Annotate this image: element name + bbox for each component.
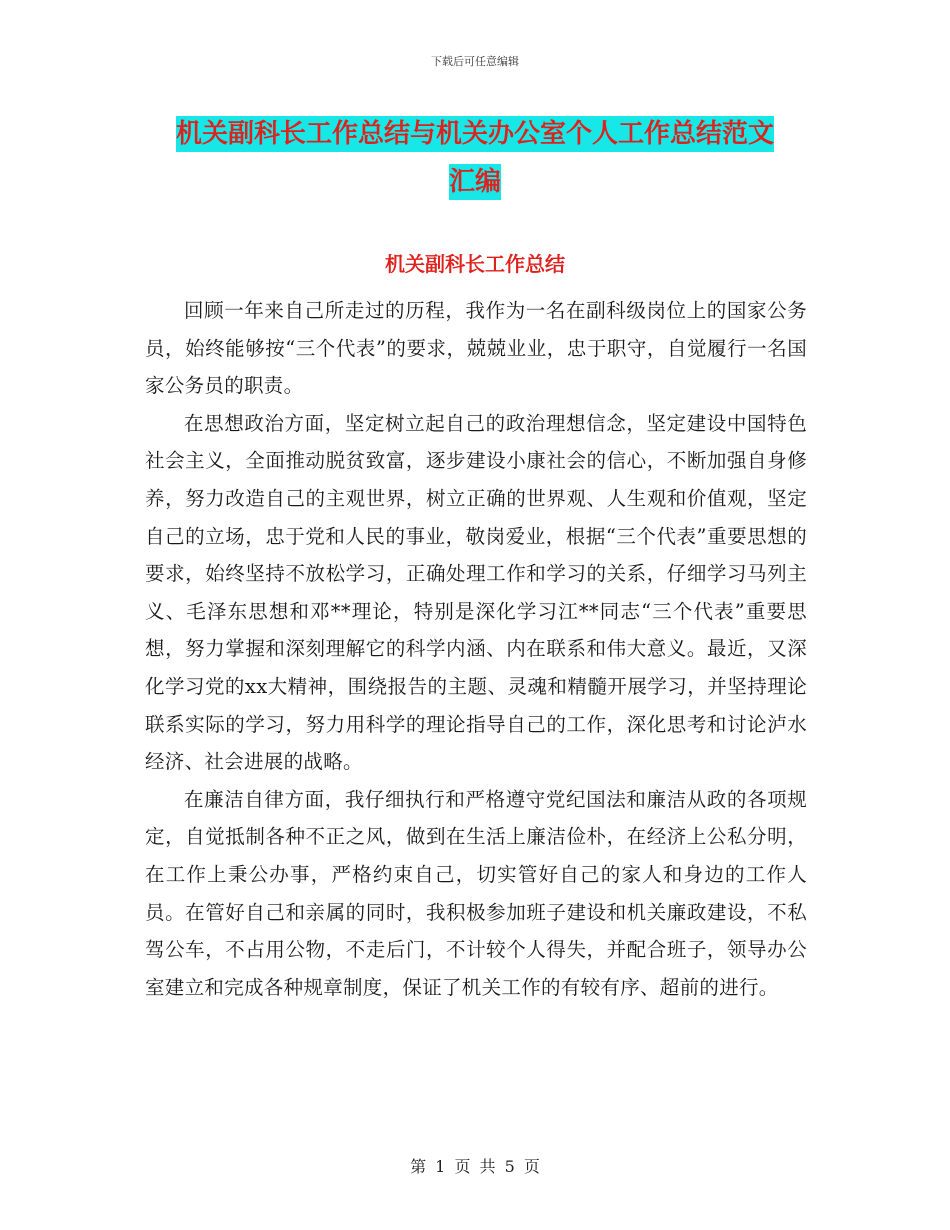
header-note: 下载后可任意编辑 (431, 55, 519, 68)
paragraph-political-thought: 在思想政治方面，坚定树立起自己的政治理想信念，坚定建设中国特色社会主义，全面推动脱贫致富，逐步建设小康社会的信心，不断加强自身修养，努力改造自己的主观世界，树立正确的世界观、人生观和价值观，坚定自己的立场，忠于党和人民的事业，敬岗爱业，根据“三个代表”重要思想的要求，始终坚持不放松学习，正确处理工作和学习的关系，仔细学习马列主义、毛泽东思想和邓**理论，特别是深化学习江**同志“三个代表”重要思想，努力掌握和深刻理解它的科学内涵、内在联系和伟大意义。最近，又深化学习党的xx大精神，围绕报告的主题、灵魂和精髓开展学习，并坚持理论联系实际的学习，努力用科学的理论指导自己的工作，深化思考和讨论泸水经济、社会进展的战略。 (145, 411, 807, 774)
paragraph-integrity: 在廉洁自律方面，我仔细执行和严格遵守党纪国法和廉洁从政的各项规定，自觉抵制各种不正之风，做到在生活上廉洁俭朴，在经济上公私分明，在工作上秉公办事，严格约束自己，切实管好自己的家人和身边的工作人员。在管好自己和亲属的同时，我积极参加班子建设和机关廉政建设，不私驾公车，不占用公物，不走后门，不计较个人得失，并配合班子，领导办公室建立和完成各种规章制度，保证了机关工作的有较有序、超前的进行。 (145, 787, 807, 999)
document-title (145, 110, 805, 206)
paragraph-review: 回顾一年来自己所走过的历程，我作为一名在副科级岗位上的国家公务员，始终能够按“三个代表”的要求，兢兢业业，忠于职守，自觉履行一名国家公务员的职责。 (145, 299, 807, 398)
page-number-footer: 第 1 页 共 5 页 (410, 1157, 540, 1176)
section-title: 机关副科长工作总结 (385, 252, 565, 276)
document-title-line-2: 汇编 (449, 164, 501, 200)
document-body (145, 292, 807, 1006)
document-title-line-1: 机关副科长工作总结与机关办公室个人工作总结范文 (176, 116, 774, 152)
